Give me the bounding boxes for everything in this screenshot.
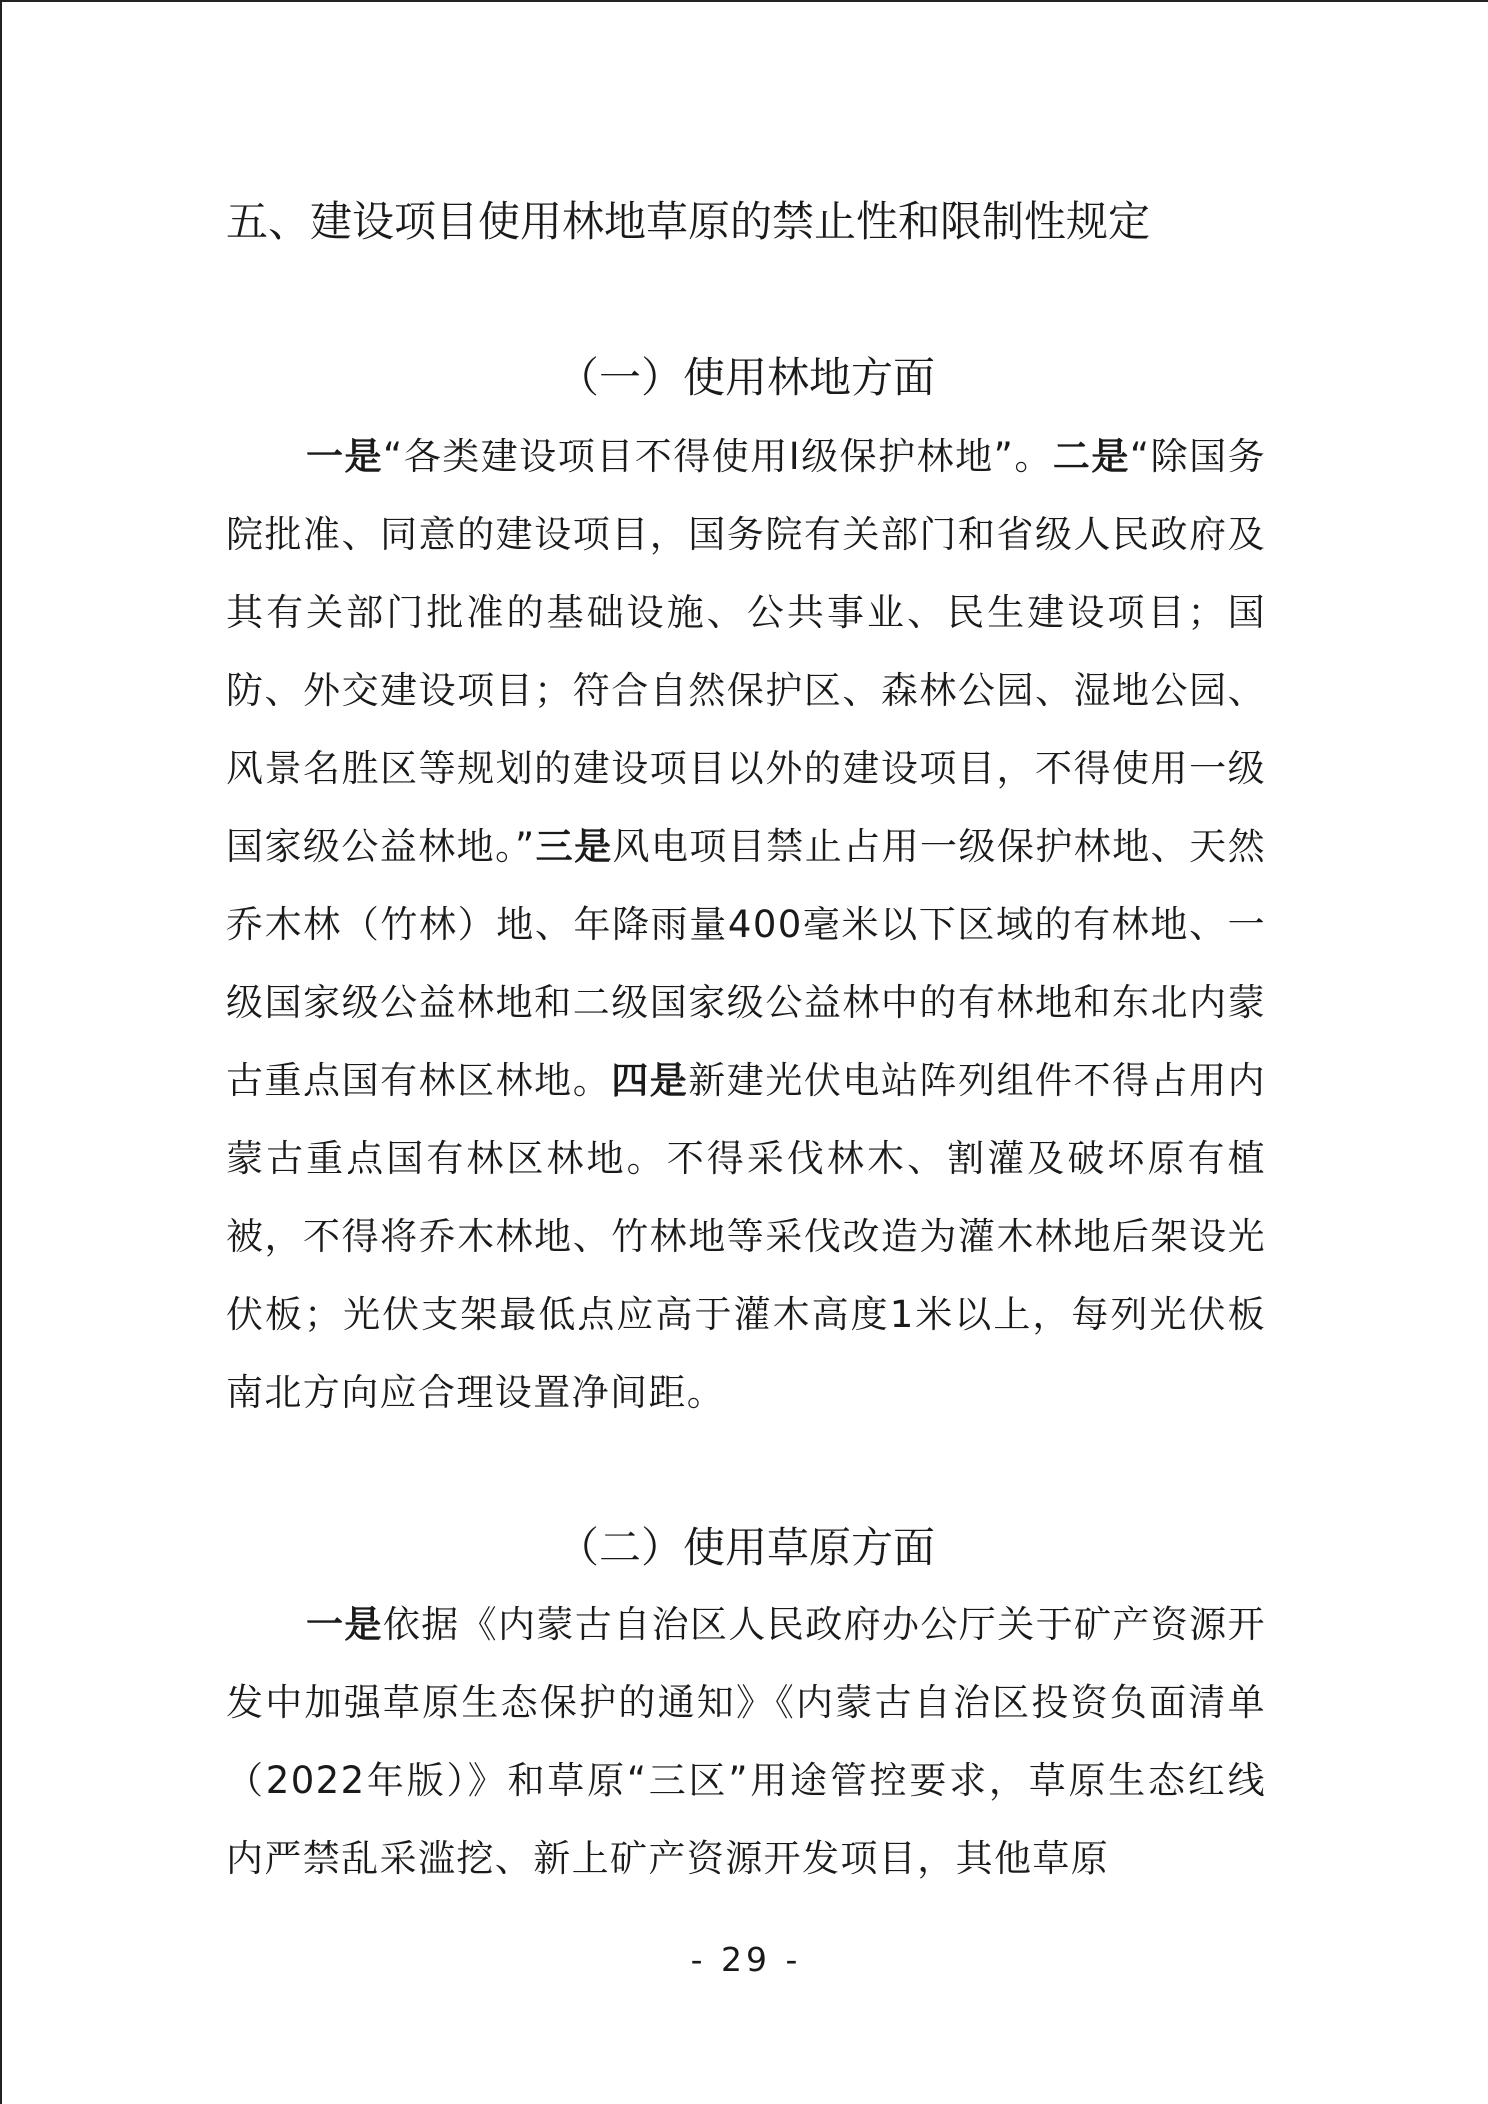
point-label: 一是 xyxy=(306,1603,383,1646)
page-title: 五、建设项目使用林地草原的禁止性和限制性规定 xyxy=(226,197,1151,246)
section-paragraph-forest-land xyxy=(226,418,1266,1432)
section-paragraph-grassland xyxy=(226,1586,1266,1898)
point-text: “除国务院批准、同意的建设项目，国务院有关部门和省级人民政府及其有关部门批准的基础设施、公共事业、民生建设项目；国防、外交建设项目；符合自然保护区、森林公园、湿地公园、风景名胜区等规划的建设项目以外的建设项目，不得使用一级国家级公益林地。” xyxy=(226,435,1266,868)
point-label: 三是 xyxy=(535,825,613,868)
point-text: 风电项目禁止占用一级保护林地、天然乔木林（竹林）地、年降雨量400毫米以下区域的有林地、一级国家级公益林地和二级国家级公益林中的有林地和东北内蒙古重点国有林区林地。 xyxy=(226,825,1266,1102)
point-label: 四是 xyxy=(611,1059,689,1102)
point-text: “各类建设项目不得使用I级保护林地”。 xyxy=(383,435,1053,478)
section-heading-grassland: （二）使用草原方面 xyxy=(556,1523,935,1572)
page-number: - 29 - xyxy=(690,1940,802,1979)
point-text: 依据《内蒙古自治区人民政府办公厅关于矿产资源开发中加强草原生态保护的通知》《内蒙古自治区投资负面清单（2022年版）》和草原“三区”用途管控要求，草原生态红线内严禁乱采滥挖、新上矿产资源开发项目，其他草原 xyxy=(226,1603,1267,1880)
section-heading-forest-land: （一）使用林地方面 xyxy=(556,353,935,402)
point-label: 二是 xyxy=(1052,435,1130,478)
point-text: 新建光伏电站阵列组件不得占用内蒙古重点国有林区林地。不得采伐林木、割灌及破坏原有植被，不得将乔木林地、竹林地等采伐改造为灌木林地后架设光伏板；光伏支架最低点应高于灌木高度1米以上，每列光伏板南北方向应合理设置净间距。 xyxy=(226,1059,1266,1414)
point-label: 一是 xyxy=(306,435,384,478)
